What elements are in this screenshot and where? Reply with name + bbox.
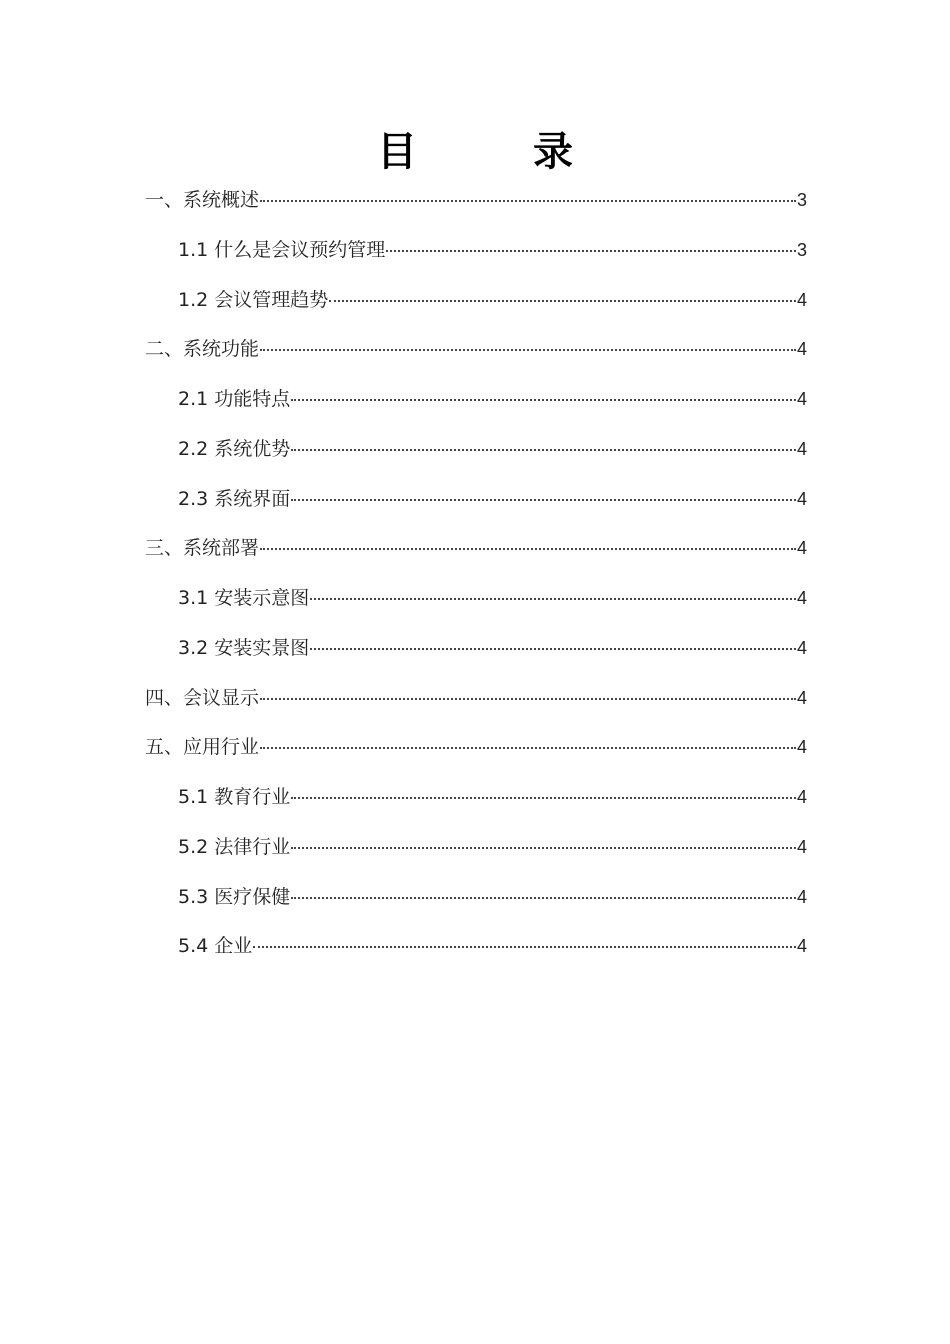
- toc-entry-label: 1.1 什么是会议预约管理: [178, 238, 386, 261]
- toc-entry-label: 2.1 功能特点: [178, 388, 291, 410]
- toc-dot-leader: [260, 697, 796, 700]
- toc-entry-page-number: 4: [796, 886, 807, 907]
- toc-dot-leader: [291, 846, 796, 849]
- toc-entry-label: 5.4 企业: [178, 935, 253, 958]
- toc-dot-leader: [260, 199, 796, 202]
- toc-entry-page-number: 4: [796, 289, 807, 310]
- toc-entry-label: 三、系统部署: [145, 537, 260, 560]
- toc-title: 目 录: [377, 128, 611, 175]
- toc-entry[interactable]: [145, 922, 807, 972]
- toc-entry[interactable]: [145, 723, 807, 773]
- toc-entry-page-number: 4: [796, 588, 807, 608]
- toc-entry[interactable]: [145, 773, 807, 823]
- toc-entry-page-number: 4: [796, 836, 807, 857]
- toc-entry-page-number: 4: [796, 339, 807, 360]
- toc-entry[interactable]: [145, 823, 807, 873]
- toc-entry-page-number: 4: [796, 787, 807, 807]
- toc-entry-page-number: 3: [796, 239, 807, 260]
- toc-dot-leader: [260, 348, 796, 351]
- toc-entry-page-number: 4: [796, 438, 807, 459]
- toc-entry-page-number: 3: [796, 190, 807, 210]
- toc-entry[interactable]: [145, 674, 807, 724]
- toc-entry-page-number: 4: [796, 389, 807, 409]
- toc-dot-leader: [291, 498, 796, 501]
- toc-dot-leader: [386, 249, 796, 252]
- toc-dot-leader: [329, 299, 796, 302]
- toc-dot-leader: [260, 547, 796, 550]
- toc-entry-label: 5.2 法律行业: [178, 835, 291, 858]
- toc-entry[interactable]: [145, 226, 807, 276]
- toc-dot-leader: [260, 746, 796, 749]
- toc-entry[interactable]: [145, 624, 807, 674]
- toc-entry-label: 5.3 医疗保健: [178, 885, 291, 908]
- toc-entry-page-number: 4: [796, 637, 807, 658]
- toc-entry-page-number: 4: [796, 538, 807, 559]
- toc-dot-leader: [291, 398, 796, 401]
- toc-entry[interactable]: [145, 176, 807, 226]
- toc-entry-label: 四、会议显示: [145, 686, 260, 709]
- toc-list: [145, 176, 807, 972]
- toc-dot-leader: [253, 945, 796, 948]
- toc-entry-label: 3.1 安装示意图: [178, 587, 310, 609]
- toc-entry-label: 2.3 系统界面: [178, 487, 291, 510]
- toc-entry[interactable]: [145, 276, 807, 326]
- toc-entry-page-number: 4: [796, 488, 807, 509]
- toc-entry-label: 1.2 会议管理趋势: [178, 288, 329, 311]
- toc-entry-label: 2.2 系统优势: [178, 437, 291, 460]
- toc-entry[interactable]: [145, 524, 807, 574]
- toc-entry[interactable]: [145, 325, 807, 375]
- toc-entry[interactable]: [145, 475, 807, 525]
- toc-entry-label: 二、系统功能: [145, 338, 260, 361]
- toc-dot-leader: [310, 597, 796, 600]
- toc-entry-page-number: 4: [796, 687, 807, 708]
- toc-entry-label: 五、应用行业: [145, 736, 260, 759]
- toc-entry[interactable]: [145, 375, 807, 425]
- toc-entry-page-number: 4: [796, 936, 807, 957]
- toc-entry[interactable]: [145, 425, 807, 475]
- toc-entry-page-number: 4: [796, 737, 807, 758]
- toc-dot-leader: [291, 448, 796, 451]
- toc-entry-label: 5.1 教育行业: [178, 786, 291, 808]
- toc-dot-leader: [310, 647, 796, 650]
- toc-entry-label: 一、系统概述: [145, 189, 260, 211]
- toc-dot-leader: [291, 796, 796, 799]
- toc-entry-label: 3.2 安装实景图: [178, 636, 310, 659]
- toc-entry[interactable]: [145, 873, 807, 923]
- toc-dot-leader: [291, 896, 796, 899]
- toc-entry[interactable]: [145, 574, 807, 624]
